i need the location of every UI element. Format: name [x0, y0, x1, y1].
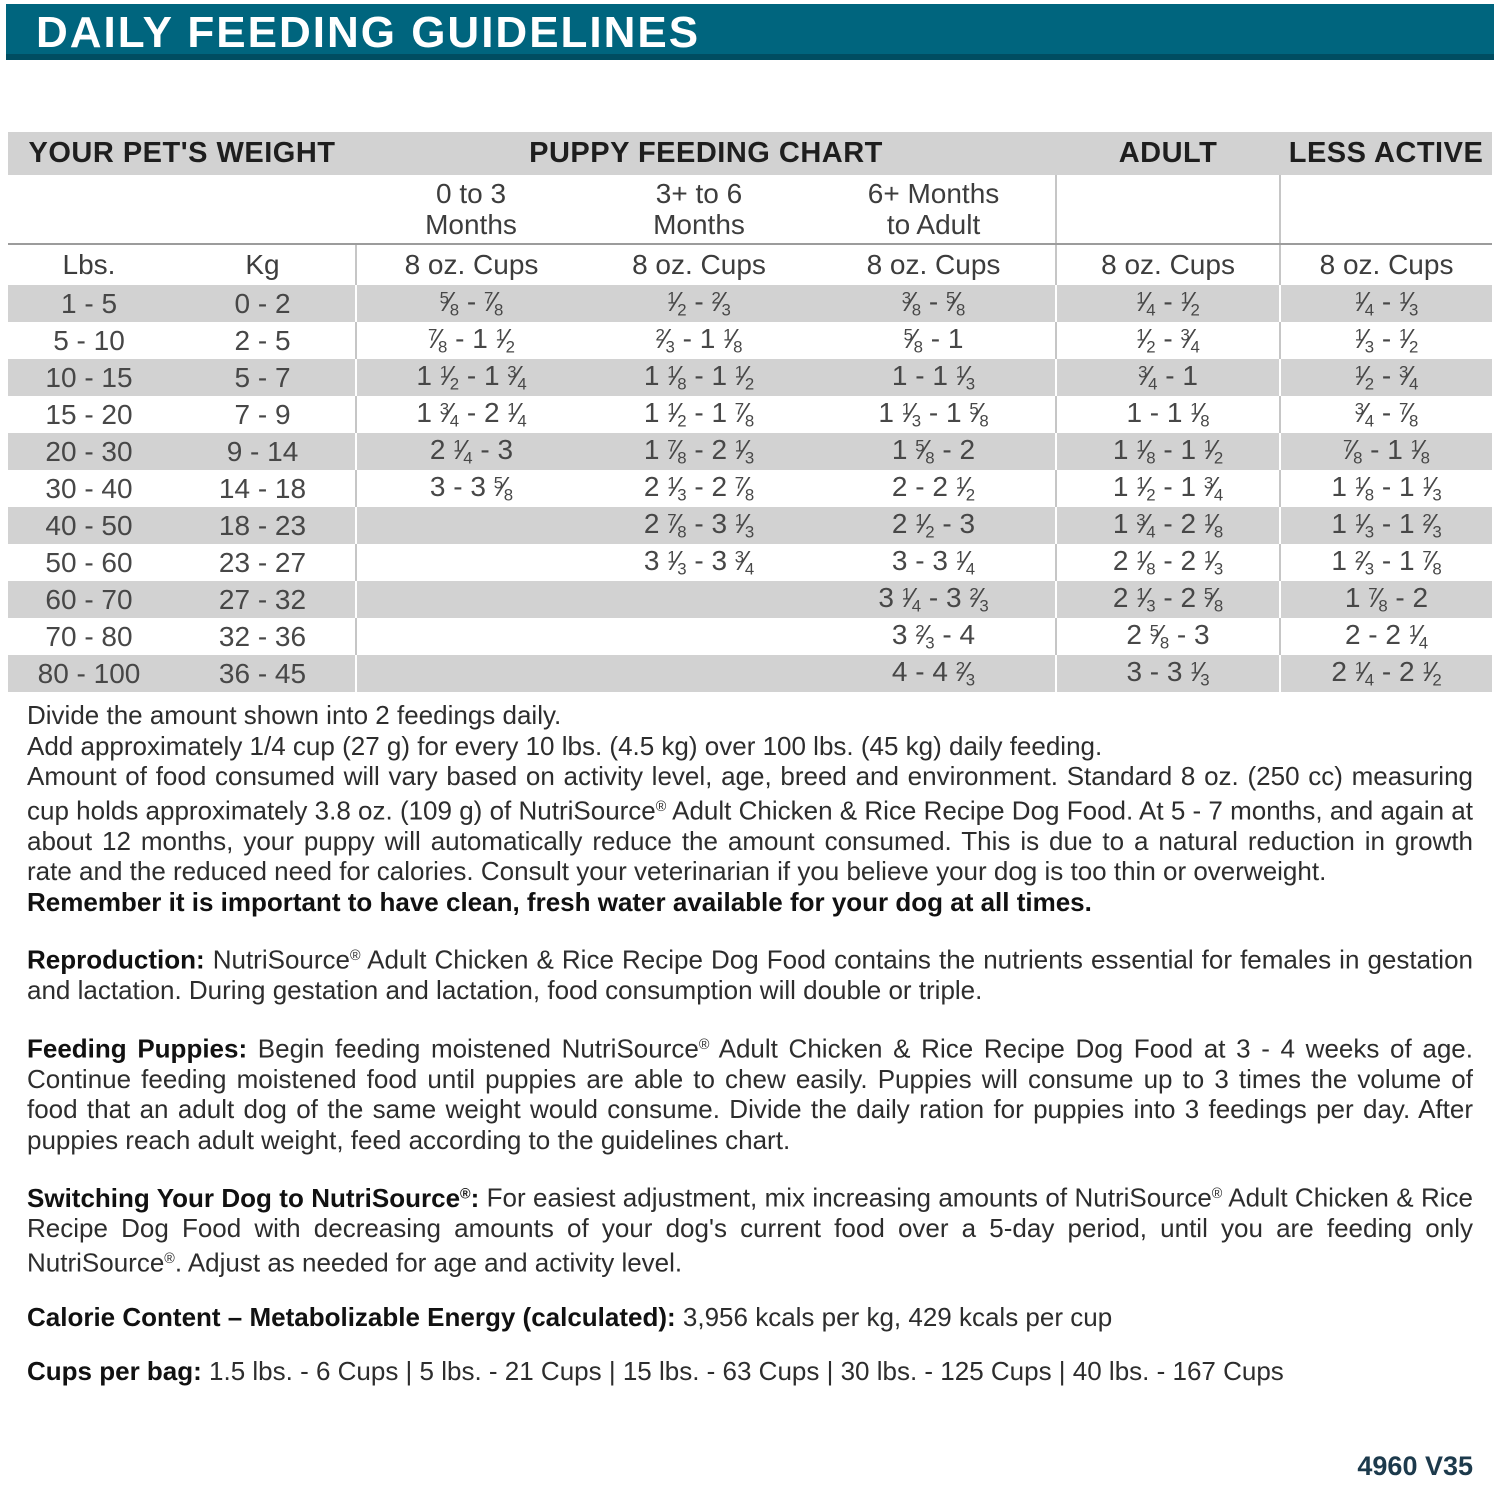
table-cell: [356, 655, 586, 692]
table-cell: 9 - 14: [226, 435, 299, 467]
age-line: Months: [653, 209, 745, 240]
table-cell: 1 $^1$⁄8 - 1 $^1$⁄2: [643, 360, 755, 394]
unit-cups: 8 oz. Cups: [1280, 244, 1492, 285]
table-cell: 10 - 15: [45, 361, 133, 393]
table-cell: 2 $^5$⁄8 - 3: [1056, 618, 1280, 655]
unit-kg: Kg: [245, 249, 280, 280]
table-cell: [586, 655, 812, 692]
age-line: 6+ Months: [867, 178, 1000, 209]
table-cell: $^1$⁄4 - $^1$⁄2: [1056, 285, 1280, 322]
feeding-table-wrap: [8, 132, 1492, 692]
table-cell: 23 - 27: [218, 546, 307, 578]
age-line: 0 to 3: [435, 178, 507, 209]
table-row: [8, 396, 1492, 433]
paragraph: Reproduction: NutriSource® Adult Chicken & Rice Recipe Dog Food contains the nutrients essential for females in gestation and lactation. During gestation and lactation, food consumption will double or triple.: [27, 944, 1473, 1006]
age-header-empty: [8, 175, 356, 244]
table-cell: [586, 618, 812, 655]
table-cell: 15 - 20: [45, 398, 133, 430]
table-cell: 2 $^7$⁄8 - 3 $^1$⁄3: [643, 508, 755, 542]
table-cell: 20 - 30: [45, 435, 133, 467]
table-cell: [356, 618, 586, 655]
table-cell: 2 - 2 $^1$⁄2: [891, 471, 976, 505]
table-cell: 5 - 7: [234, 361, 291, 393]
table-cell: 2 $^1$⁄3 - 2 $^5$⁄8: [1056, 581, 1280, 618]
table-cell: 32 - 36: [218, 620, 307, 652]
table-cell: 0 - 2: [234, 287, 291, 319]
table-cell: [356, 544, 586, 581]
table-row: [8, 322, 1492, 359]
feeding-table-body: [8, 285, 1492, 692]
table-cell: 60 - 70: [45, 583, 133, 615]
table-cell: 1 $^1$⁄8 - 1 $^1$⁄2: [1056, 433, 1280, 470]
table-cell: 1 - 5: [60, 287, 118, 319]
table-cell: 3 $^1$⁄4 - 3 $^2$⁄3: [878, 582, 989, 616]
paragraph-lead: Reproduction:: [27, 944, 205, 975]
table-cell: $^1$⁄2 - $^2$⁄3: [667, 286, 731, 320]
table-row: [8, 618, 1492, 655]
table-cell: 1 $^1$⁄8 - 1 $^1$⁄3: [1280, 470, 1492, 507]
table-cell: [356, 581, 586, 618]
table-cell: 3 $^2$⁄3 - 4: [891, 619, 976, 653]
table-cell: 1 $^7$⁄8 - 2 $^1$⁄3: [643, 434, 755, 468]
table-cell: 2 $^1$⁄8 - 2 $^1$⁄3: [1056, 544, 1280, 581]
paragraph: Switching Your Dog to NutriSource®: For easiest adjustment, mix increasing amounts of NutriSource® Adult Chicken & Rice Recipe Dog Food with decreasing amounts of your dog's current food over a 5-day period, until you are feeding only NutriSource®. Adjust as needed for age and activity level.: [27, 1182, 1473, 1278]
table-row: [8, 544, 1492, 581]
age-column-6plus-months: [812, 175, 1056, 244]
unit-cups: 8 oz. Cups: [356, 244, 586, 285]
unit-cups: 8 oz. Cups: [1056, 244, 1280, 285]
table-cell: 1 $^1$⁄3 - 1 $^5$⁄8: [878, 397, 989, 431]
table-cell: $^3$⁄8 - $^5$⁄8: [901, 286, 966, 320]
section-header-row: [8, 132, 1492, 175]
paragraph: Calorie Content – Metabolizable Energy (calculated): 3,956 kcals per kg, 429 kcals per cup: [27, 1301, 1113, 1332]
table-cell: 3 - 3 $^5$⁄8: [356, 470, 586, 507]
table-cell: $^1$⁄4 - $^1$⁄3: [1280, 285, 1492, 322]
paragraph-lead: Switching Your Dog to NutriSource®:: [27, 1182, 480, 1213]
table-cell: 2 - 5: [234, 324, 291, 356]
page-title: DAILY FEEDING GUIDELINES: [6, 4, 1494, 60]
age-column-0-3-months: [356, 175, 586, 244]
paragraph-lead: Calorie Content – Metabolizable Energy (calculated):: [27, 1301, 676, 1332]
table-cell: 1 $^1$⁄2 - 1 $^3$⁄4: [1056, 470, 1280, 507]
section-header-less-active: LESS ACTIVE: [1280, 132, 1492, 175]
table-cell: 18 - 23: [218, 509, 307, 541]
table-cell: 2 $^1$⁄4 - 2 $^1$⁄2: [1280, 655, 1492, 692]
table-cell: 1 $^3$⁄4 - 2 $^1$⁄4: [356, 396, 586, 433]
table-cell: 3 $^1$⁄3 - 3 $^3$⁄4: [643, 545, 755, 579]
table-cell: 80 - 100: [37, 657, 141, 689]
note-line: Remember it is important to have clean, fresh water available for your dog at all times.: [27, 886, 1092, 917]
table-cell: $^7$⁄8 - 1 $^1$⁄2: [356, 322, 586, 359]
age-header-adult-empty: [1056, 175, 1280, 244]
table-cell: $^1$⁄2 - $^3$⁄4: [1056, 322, 1280, 359]
note-line: Add approximately 1/4 cup (27 g) for every 10 lbs. (4.5 kg) over 100 lbs. (45 kg) daily feeding.: [27, 730, 1103, 761]
table-cell: [356, 507, 586, 544]
age-header-less-active-empty: [1280, 175, 1492, 244]
table-cell: 1 $^1$⁄3 - 1 $^2$⁄3: [1280, 507, 1492, 544]
unit-cups: 8 oz. Cups: [632, 249, 766, 280]
unit-lbs: Lbs.: [62, 249, 116, 280]
table-row: [8, 285, 1492, 322]
age-line: 3+ to 6: [655, 178, 743, 209]
table-cell: 3 - 3 $^1$⁄4: [891, 545, 976, 579]
feeding-table: [8, 132, 1492, 692]
table-cell: 40 - 50: [45, 509, 133, 541]
table-cell: 4 - 4 $^2$⁄3: [891, 656, 976, 690]
table-cell: 7 - 9: [234, 398, 291, 430]
table-cell: 1 - 1 $^1$⁄8: [1056, 396, 1280, 433]
table-cell: $^1$⁄2 - $^3$⁄4: [1280, 359, 1492, 396]
table-row: [8, 655, 1492, 692]
table-row: [8, 581, 1492, 618]
table-row: [8, 433, 1492, 470]
table-cell: $^3$⁄4 - 1: [1056, 359, 1280, 396]
table-cell: 70 - 80: [45, 620, 133, 652]
table-cell: 36 - 45: [218, 657, 307, 689]
table-cell: 1 $^1$⁄2 - 1 $^3$⁄4: [356, 359, 586, 396]
table-cell: 1 $^2$⁄3 - 1 $^7$⁄8: [1280, 544, 1492, 581]
table-cell: 50 - 60: [45, 546, 133, 578]
table-cell: 3 - 3 $^1$⁄3: [1056, 655, 1280, 692]
table-cell: $^3$⁄4 - $^7$⁄8: [1280, 396, 1492, 433]
table-cell: 2 $^1$⁄4 - 3: [356, 433, 586, 470]
table-cell: 30 - 40: [45, 472, 133, 504]
paragraph: Feeding Puppies: Begin feeding moistened NutriSource® Adult Chicken & Rice Recipe Dog Food at 3 - 4 weeks of age. Continue feeding moistened food until puppies are able to chew easily. Puppies will consume up to 3 times the volume of food that an adult dog of the same weight would consume. Divide the daily ration for puppies into 3 feedings per day. After puppies reach adult weight, feed according to the guidelines chart.: [27, 1033, 1473, 1155]
table-cell: $^1$⁄3 - $^1$⁄2: [1280, 322, 1492, 359]
table-cell: $^5$⁄8 - $^7$⁄8: [356, 285, 586, 322]
paragraphs: [27, 941, 1473, 1387]
table-cell: [586, 581, 812, 618]
table-cell: 1 - 1 $^1$⁄3: [891, 360, 976, 394]
table-cell: 2 $^1$⁄2 - 3: [891, 508, 976, 542]
table-cell: $^2$⁄3 - 1 $^1$⁄8: [655, 323, 743, 357]
table-cell: 14 - 18: [218, 472, 307, 504]
section-header-pets-weight: YOUR PET'S WEIGHT: [8, 132, 356, 175]
table-row: [8, 470, 1492, 507]
table-cell: 2 $^1$⁄3 - 2 $^7$⁄8: [643, 471, 755, 505]
age-line: to Adult: [886, 209, 981, 240]
units-row: [8, 244, 1492, 285]
table-cell: 1 $^1$⁄2 - 1 $^7$⁄8: [643, 397, 755, 431]
footer-code: 4960 V35: [1357, 1451, 1473, 1481]
note-line: Divide the amount shown into 2 feedings daily.: [27, 700, 562, 730]
table-cell: 1 $^3$⁄4 - 2 $^1$⁄8: [1056, 507, 1280, 544]
table-cell: 27 - 32: [218, 583, 307, 615]
note-line: Amount of food consumed will vary based on activity level, age, breed and environment. Standard 8 oz. (250 cc) measuring cup holds approximately 3.8 oz. (109 g) of NutriSource® Adult Chicken & Rice Recipe Dog Food. At 5 - 7 months, and again at about 12 months, your puppy will automatically reduce the amount consumed. This is due to a natural reduction in growth rate and the reduced need for calories. Consult your veterinarian if you believe your dog is too thin or overweight.: [27, 761, 1473, 887]
paragraph: Cups per bag: 1.5 lbs. - 6 Cups | 5 lbs. - 21 Cups | 15 lbs. - 63 Cups | 30 lbs. - 125 Cups | 40 lbs. - 167 Cups: [27, 1356, 1284, 1387]
table-cell: 1 $^5$⁄8 - 2: [891, 434, 976, 468]
paragraph-lead: Cups per bag:: [27, 1356, 202, 1387]
section-header-adult: ADULT: [1056, 132, 1280, 175]
table-cell: 5 - 10: [53, 324, 125, 356]
table-cell: 2 - 2 $^1$⁄4: [1280, 618, 1492, 655]
table-cell: 1 $^7$⁄8 - 2: [1280, 581, 1492, 618]
age-column-3-6-months: [586, 175, 812, 244]
table-row: [8, 359, 1492, 396]
notes: [27, 700, 1473, 1387]
table-row: [8, 507, 1492, 544]
age-header-row: [8, 175, 1492, 244]
paragraph-lead: Feeding Puppies:: [27, 1033, 248, 1064]
section-header-puppy-chart: PUPPY FEEDING CHART: [356, 132, 1056, 175]
note-lines: [27, 700, 1473, 917]
table-cell: $^5$⁄8 - 1: [903, 323, 964, 357]
age-line: Months: [425, 209, 517, 240]
table-cell: $^7$⁄8 - 1 $^1$⁄8: [1280, 433, 1492, 470]
unit-cups: 8 oz. Cups: [866, 249, 1001, 280]
